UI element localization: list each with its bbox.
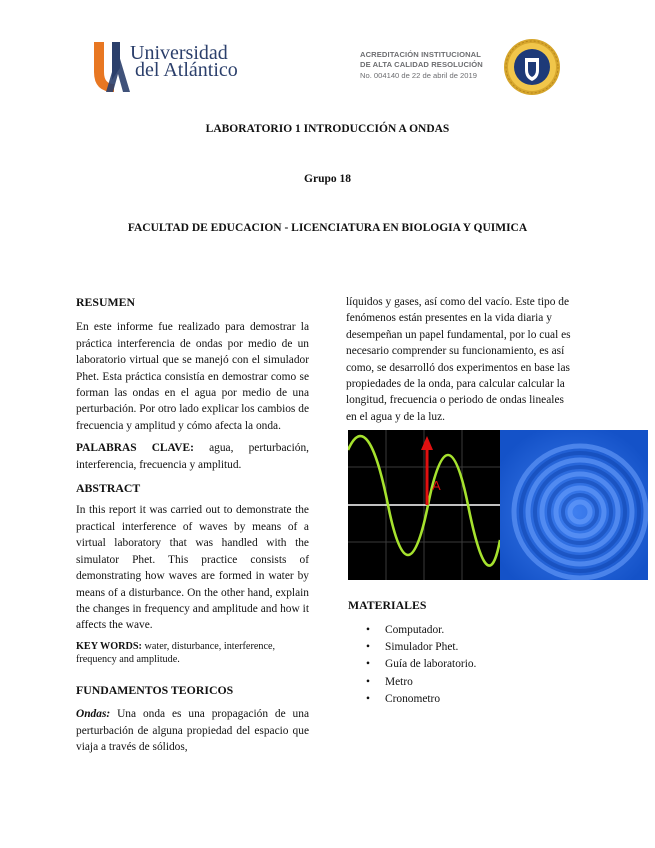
university-name [130,42,238,81]
keywords-en-text: water, disturbance, interference, frequency and amplitude. [76,640,276,666]
fundamentos-heading: FUNDAMENTOS TEORICOS [76,682,234,697]
document-title: LABORATORIO 1 INTRODUCCIÓN A ONDAS [205,123,450,135]
wave-simulation-image [348,430,500,580]
keywords-en-label: KEY WORDS: [76,640,142,652]
keywords-en-paragraph [76,640,309,667]
ondas-text: Una onda es una propagación de una perturbación de alguna propiedad del espacio que viaja a través de sólidos, [76,708,309,753]
ondas-label: Ondas: [76,708,111,721]
continuation-text: líquidos y gases, así como del vacío. Este tipo de fenómenos están presentes en la vida diaria y desempeñan un papel fundamental, por lo cual es necesario comprender su funcionamiento, es así como, se desarrolló dos experimentos en base las propiedades de la onda, para calcular calcular la longitud, frecuencia o periodo de ondas lineales en el agua y de la luz. [346,296,571,423]
keywords-paragraph [76,440,309,473]
keywords-text: agua, perturbación, interferencia, frecuencia y amplitud. [76,442,310,471]
accreditation-seal [503,38,561,96]
right-column [346,294,576,425]
resumen-heading: RESUMEN [76,295,135,309]
bullet: • [366,641,370,654]
bullet: • [366,658,370,671]
group-label: Grupo 18 [304,173,351,185]
abstract-heading: ABSTRACT [76,481,141,496]
bullet: • [366,624,370,636]
materiales-section [348,598,476,708]
left-column [76,294,309,755]
university-name-line2: del Atlántico [135,59,238,81]
bullet: • [366,692,370,705]
accreditation-text [360,50,498,81]
wave-amplitude-label: A [432,478,441,493]
materiales-heading: MATERIALES [348,598,427,612]
university-name-line1: Universidad [130,42,228,64]
abstract-text: In this report it was carried out to demonstrate the practical interference of waves by means of a virtual laboratory that was handled with the simulator Phet. This practice consists of demonstrating how waves are formed in water by means of a disturbance. On the other hand, explain the changes in frequency and amplitude and how it affects the wave. [76,504,309,632]
list-item: • Guía de laboratorio. [348,656,476,673]
keywords-label: PALABRAS CLAVE: [76,442,194,455]
list-item: • Cronometro [348,691,476,708]
bullet: • [366,675,370,688]
list-item: • Simulador Phet. [348,639,476,656]
resumen-text: En este informe fue realizado para demostrar la práctica interferencia de ondas por medio de un laboratorio virtual que se manejó con el simulador Phet. Esta práctica consistía en demostrar como se forman las ondas en el agua por medio de una perturbación. Por otro lado explicar los cambios de frecuencia y amplitud y cómo afecta la onda. [76,321,309,432]
accreditation-line3: No. 004140 de 22 de abril de 2019 [360,71,477,80]
university-logo-mark [92,38,132,94]
accreditation-line2: DE ALTA CALIDAD RESOLUCIÓN [360,60,483,69]
accreditation-line1: ACREDITACIÓN INSTITUCIONAL [360,50,481,59]
water-ripple-image [500,430,648,580]
list-item: • Computador. [348,622,476,639]
materials-list [348,622,476,708]
ondas-paragraph [76,706,309,755]
list-item: • Metro [348,674,476,691]
faculty-label: FACULTAD DE EDUCACION - LICENCIATURA EN BIOLOGIA Y QUIMICA [127,222,528,234]
